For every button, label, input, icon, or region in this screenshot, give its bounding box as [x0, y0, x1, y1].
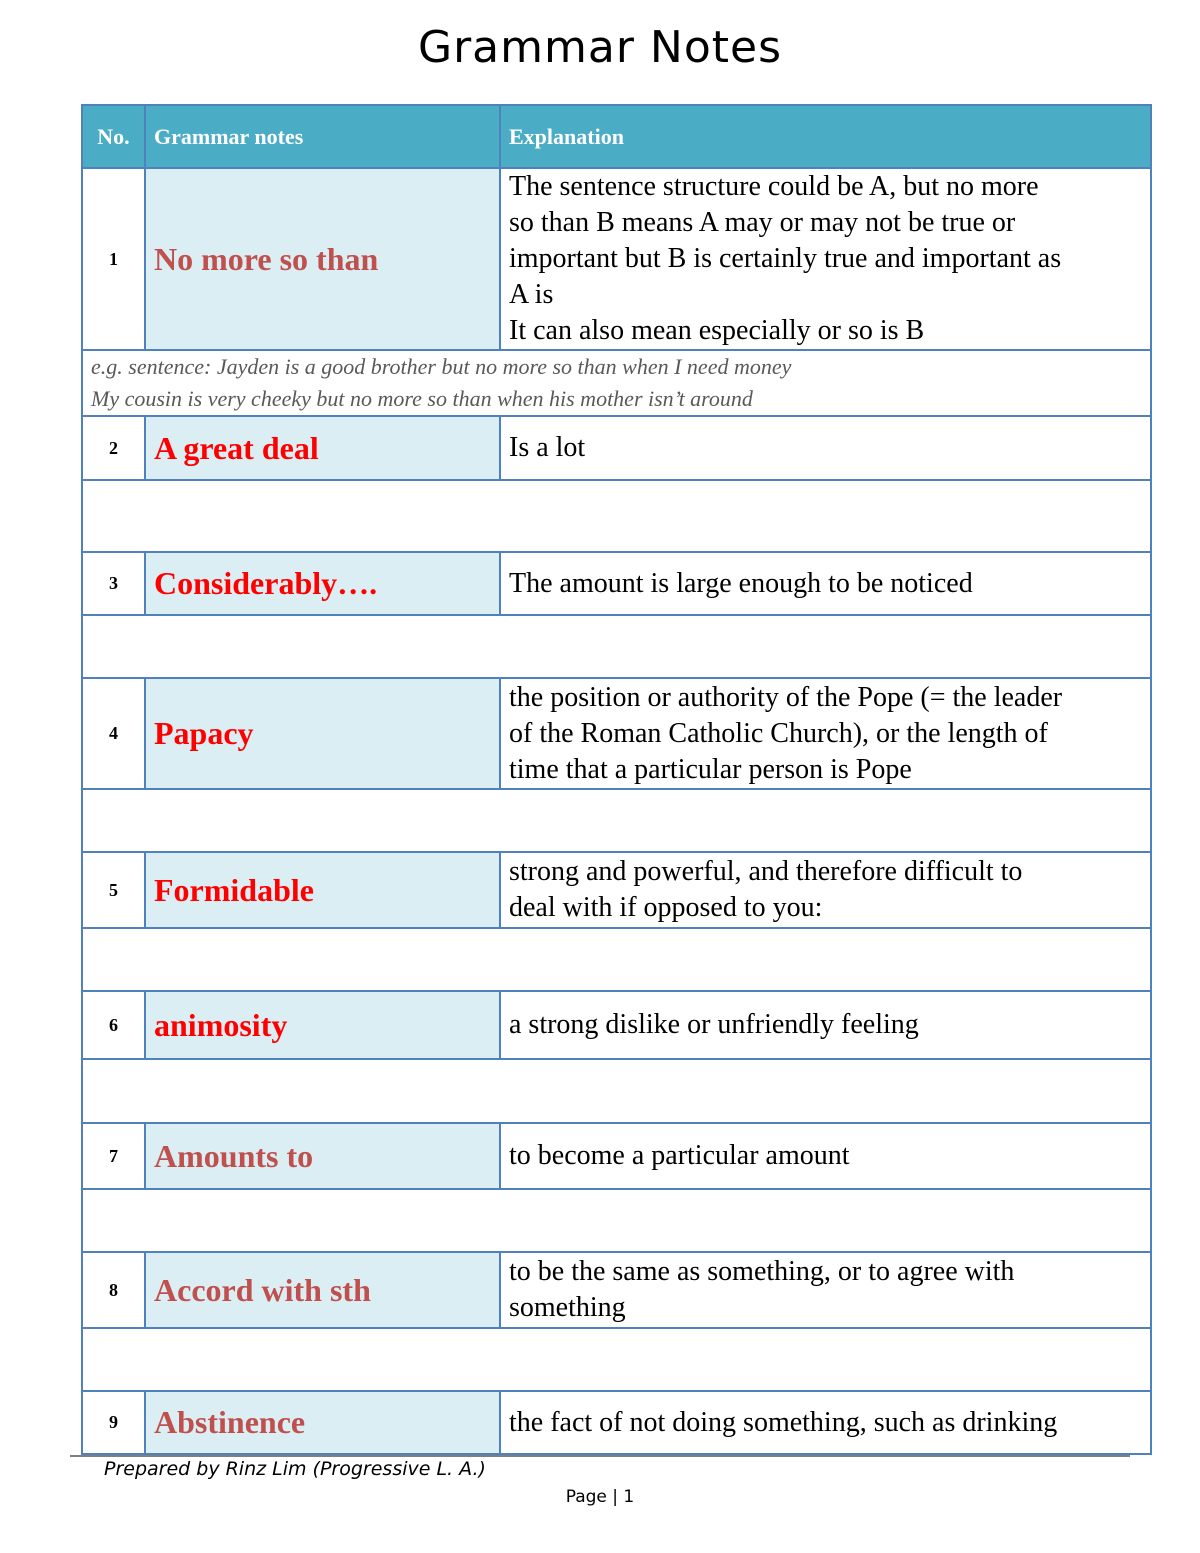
example-line: My cousin is very cheeky but no more so than when his mother isn’t around [91, 386, 753, 411]
header-grammar-notes: Grammar notes [145, 105, 500, 168]
table-row [82, 416, 1151, 480]
explanation-line: of the Roman Catholic Church), or the length of [509, 717, 1048, 749]
example-sentences [82, 350, 1151, 416]
explanation-line: time that a particular person is Pope [509, 753, 912, 785]
explanation-line: Is a lot [509, 432, 586, 463]
example-line: e.g. sentence: Jayden is a good brother but no more so than when I need money [91, 354, 792, 379]
row-number: 5 [82, 852, 145, 928]
explanation [500, 1252, 1151, 1328]
grammar-term: Papacy [145, 678, 500, 789]
explanation [500, 1391, 1151, 1454]
grammar-notes-table [81, 104, 1152, 1455]
spacer-row [82, 1189, 1151, 1252]
explanation-line: the position or authority of the Pope (= the leader [509, 681, 1063, 713]
row-number: 7 [82, 1123, 145, 1189]
explanation-line: a strong dislike or unfriendly feeling [509, 1009, 919, 1040]
page-number: Page | 1 [565, 1487, 635, 1507]
row-number: 3 [82, 552, 145, 615]
header-explanation: Explanation [500, 105, 1151, 168]
row-number: 1 [82, 168, 145, 350]
spacer-row [82, 480, 1151, 552]
grammar-term: A great deal [145, 416, 500, 480]
spacer-row [82, 1059, 1151, 1123]
grammar-term: Abstinence [145, 1391, 500, 1454]
grammar-term: animosity [145, 991, 500, 1059]
spacer-row [82, 1328, 1151, 1391]
explanation-line: to be the same as something, or to agree with [509, 1256, 1015, 1287]
explanation-line: the fact of not doing something, such as drinking [509, 1406, 1058, 1438]
explanation-line: important but B is certainly true and important as [509, 243, 1062, 274]
table-header-row [82, 105, 1151, 168]
footer-divider [70, 1455, 1130, 1457]
row-number: 9 [82, 1391, 145, 1454]
table-row [82, 991, 1151, 1059]
explanation-line: The amount is large enough to be noticed [509, 567, 973, 599]
explanation-line: strong and powerful, and therefore difficult to [509, 856, 1023, 887]
explanation [500, 416, 1151, 480]
grammar-term: Formidable [145, 852, 500, 928]
table-row [82, 1123, 1151, 1189]
table-row [82, 168, 1151, 350]
explanation-line: A is [509, 279, 554, 310]
explanation [500, 168, 1151, 350]
row-number: 4 [82, 678, 145, 789]
explanation [500, 1123, 1151, 1189]
row-number: 8 [82, 1252, 145, 1328]
table-row [82, 678, 1151, 789]
spacer-row [82, 928, 1151, 991]
explanation-line: to become a particular amount [509, 1140, 850, 1171]
table-row [82, 1391, 1151, 1454]
table-row [82, 852, 1151, 928]
grammar-term: No more so than [145, 168, 500, 350]
explanation [500, 552, 1151, 615]
grammar-term: Considerably…. [145, 552, 500, 615]
explanation-line: The sentence structure could be A, but no more [509, 171, 1039, 202]
grammar-term: Amounts to [145, 1123, 500, 1189]
table-row [82, 1252, 1151, 1328]
explanation-line: so than B means A may or may not be true or [509, 207, 1016, 238]
spacer-row [82, 615, 1151, 678]
explanation [500, 991, 1151, 1059]
explanation-line: It can also mean especially or so is B [509, 315, 925, 346]
table-row [82, 552, 1151, 615]
row-number: 6 [82, 991, 145, 1059]
footer-prepared-by: Prepared by Rinz Lim (Progressive L. A.) [104, 1458, 486, 1480]
explanation [500, 678, 1151, 789]
explanation-line: something [509, 1292, 626, 1323]
example-row [82, 350, 1151, 416]
document-title: Grammar Notes [418, 22, 782, 73]
explanation [500, 852, 1151, 928]
explanation-line: deal with if opposed to you: [509, 892, 823, 923]
spacer-row [82, 789, 1151, 852]
grammar-term: Accord with sth [145, 1252, 500, 1328]
header-no: No. [82, 105, 145, 168]
row-number: 2 [82, 416, 145, 480]
